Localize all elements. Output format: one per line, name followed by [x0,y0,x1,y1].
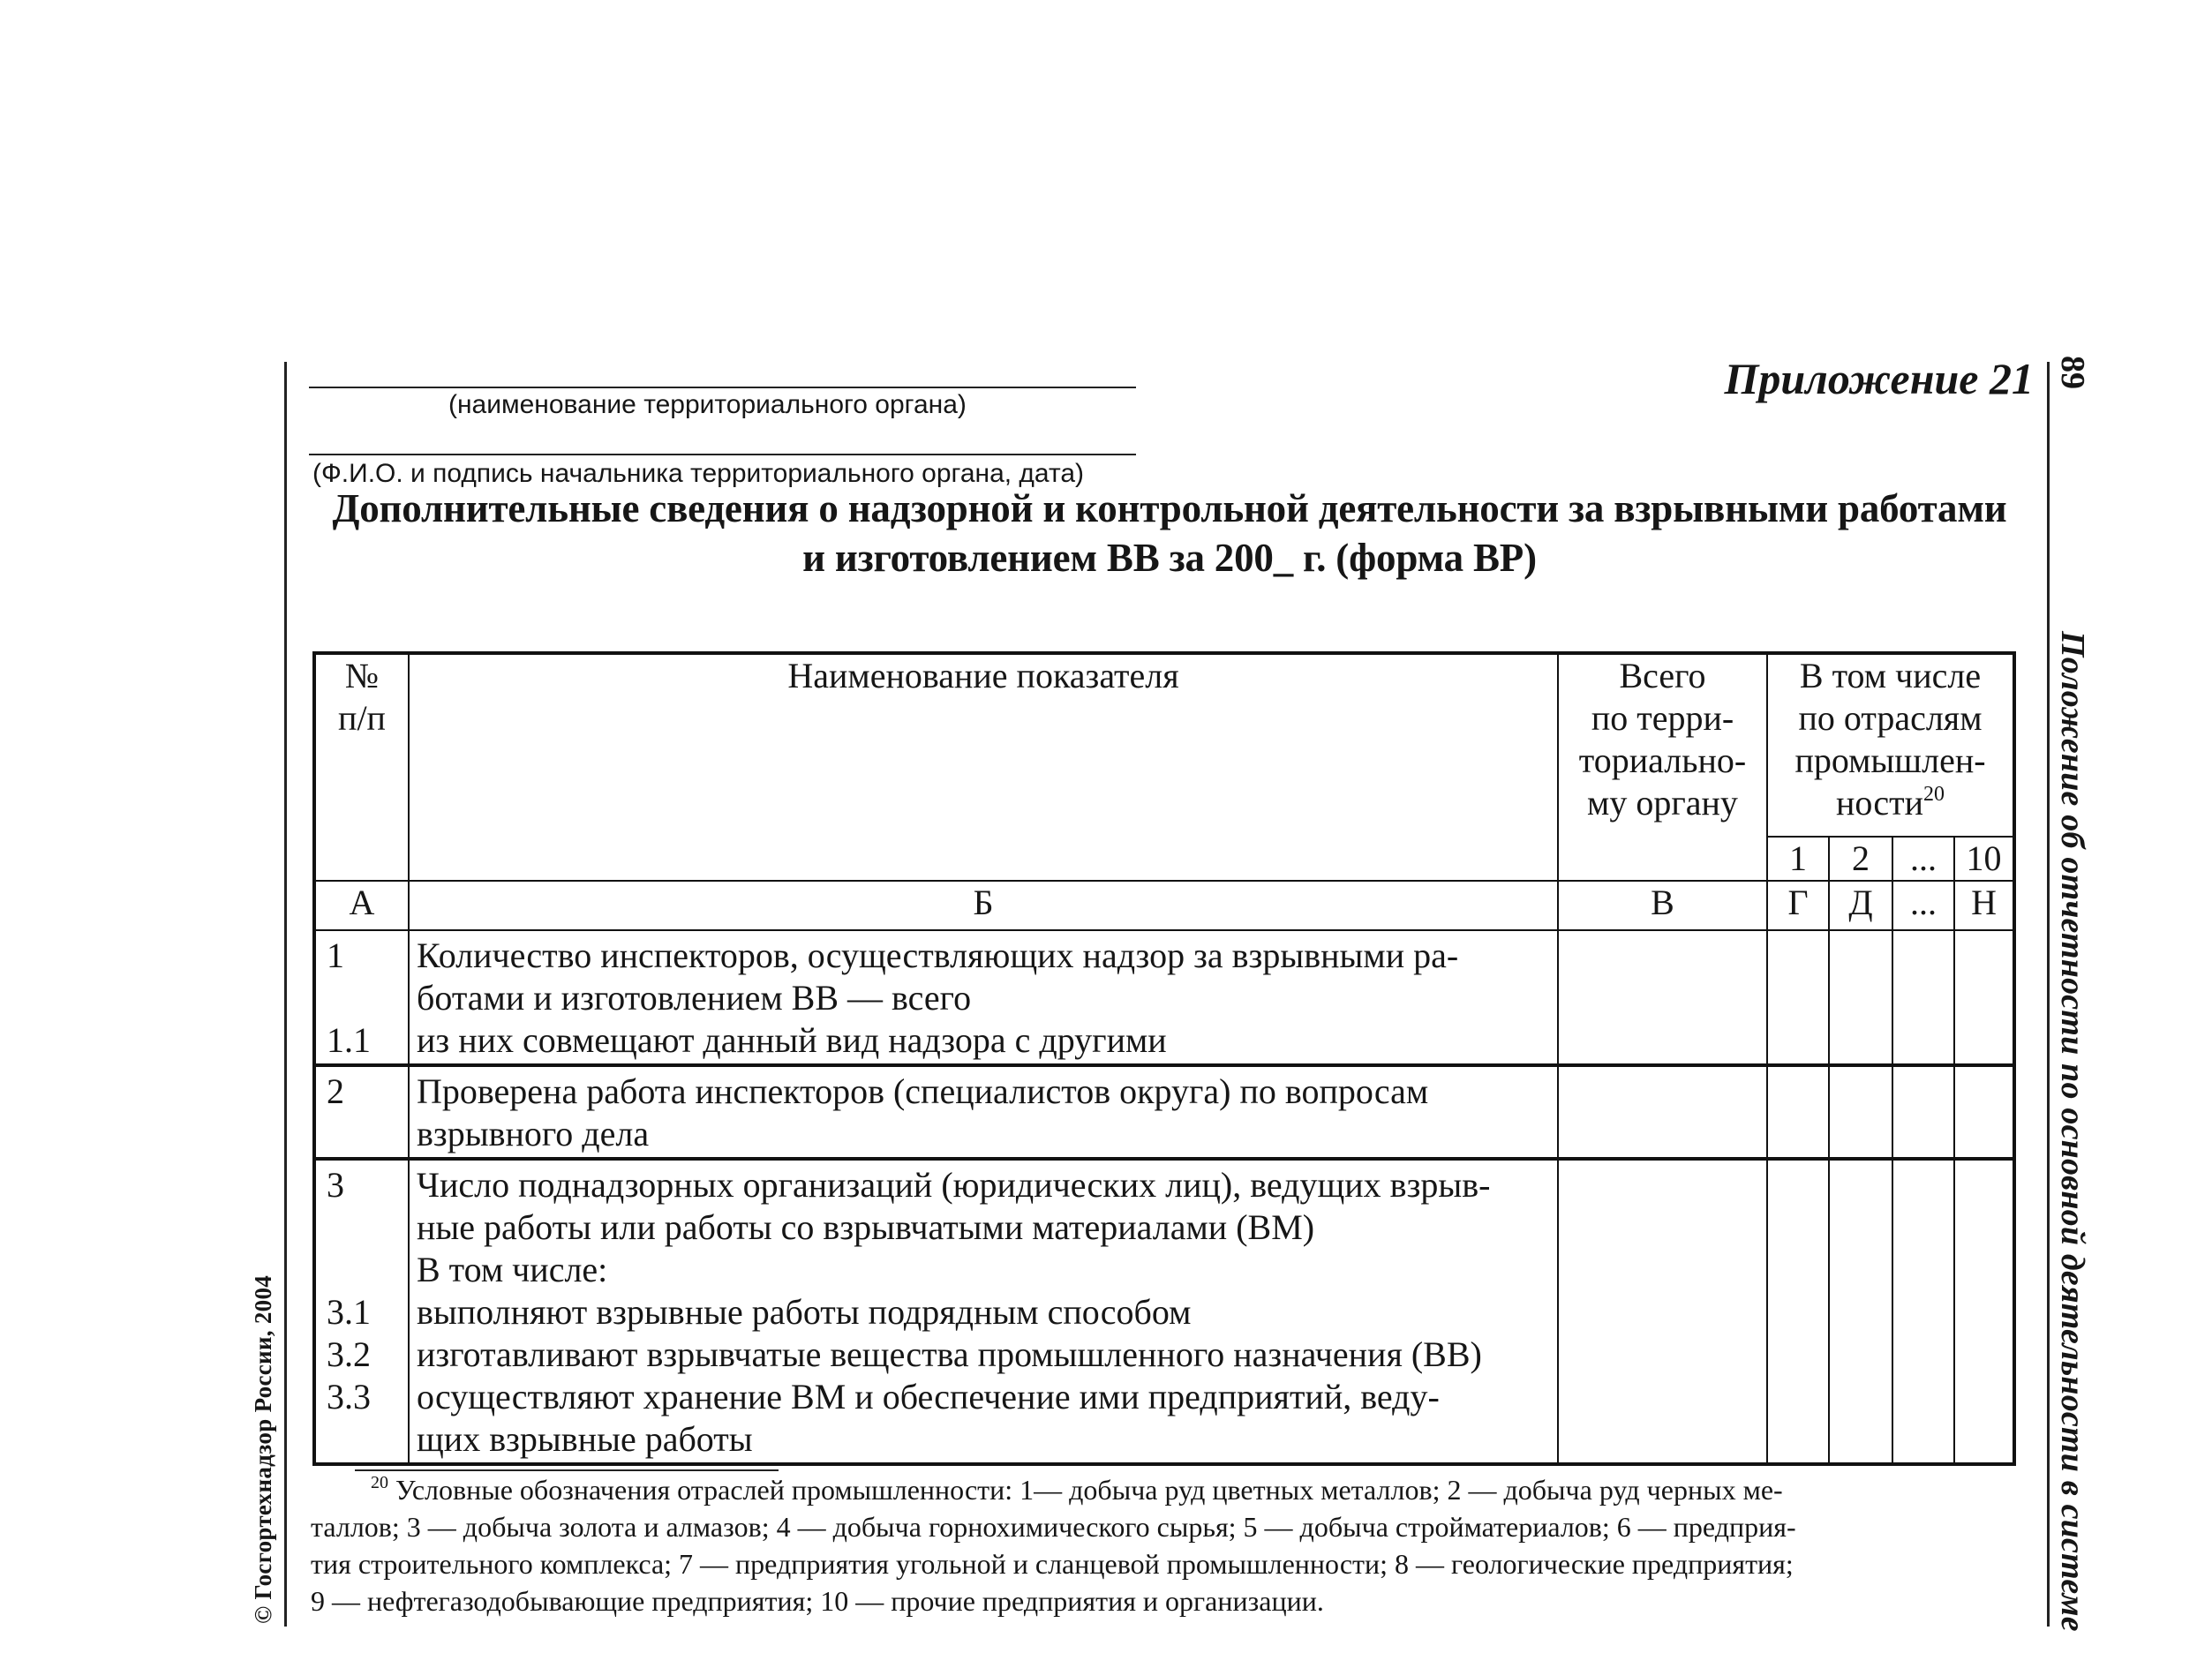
footnote: $^{20}$ Условные обозначения отраслей промышленности: 1— добыча руд цветных металлов; 2 — добыча руд черных ме- таллов; 3 — добыча золота и алмазов; 4 — добыча горнохимического сырья; 5 — добыча стройматериалов; 6 — предприя- тия строительного комплекса; 7 — предприятия угольной и сланцевой промышленности; 8 — геологические предприятия; 9 — нефтегазодобывающие предприятия; 10 — прочие предприятия и организации. [311,1473,1796,1617]
value-cell[interactable] [1767,1065,1829,1159]
value-cell-total[interactable] [1558,930,1767,1065]
value-cell[interactable] [1767,1159,1829,1464]
value-cell-total[interactable] [1558,1159,1767,1464]
col-header-total: Всего по терри- ториально- му органу [1558,653,1767,881]
table-row [314,1159,2014,1464]
footnote-marker: 20 [371,1473,388,1492]
right-margin-rule [2047,362,2050,1627]
col-header-indicator: Наименование показателя [409,653,1558,881]
table-row [314,1065,2014,1159]
value-cell[interactable] [1829,1065,1892,1159]
value-cell[interactable] [1829,1159,1892,1464]
left-margin-rule [284,362,287,1627]
organ-name-caption: (наименование территориального органа) [448,390,967,419]
value-cell[interactable] [1829,930,1892,1065]
value-cell[interactable] [1892,930,1954,1065]
signature-caption: (Ф.И.О. и подпись начальника территориального органа, дата) [312,459,1085,488]
value-cell[interactable] [1954,1065,2014,1159]
sub-col-2: 2 [1829,837,1892,881]
signature-line [309,454,1136,455]
row-number-cell: 2 [314,1065,409,1159]
running-title: Положение об отчетности по основной деятельности в системе [2054,631,2091,1632]
value-cell[interactable] [1892,1159,1954,1464]
value-cell[interactable] [1954,1159,2014,1464]
title-line-1: Дополнительные сведения о надзорной и контрольной деятельности за взрывными работами [332,486,2007,530]
value-cell[interactable] [1767,930,1829,1065]
value-cell[interactable] [1892,1065,1954,1159]
page-number: 89 [2054,356,2091,389]
organ-name-line [309,387,1136,388]
sub-col-1: 1 [1767,837,1829,881]
form-table [312,651,2016,1466]
letters-row: А Б В Г Д ... Н [314,881,2014,930]
col-header-number: № п/п [314,653,409,881]
document-title [305,484,2035,582]
col-header-by-industry: В том числе по отраслям промышлен- ности$^{20}$ [1767,653,2014,837]
row-number-cell: 3 3.1 3.2 3.3 [314,1159,409,1464]
row-indicator-cell: Число поднадзорных организаций (юридических лиц), ведущих взрыв- ные работы или работы со взрывчатыми материалами (ВМ) В том числе: выполняют взрывные работы подрядным способом изготавливают взрывчатые вещества промышленного назначения (ВВ) осуществляют хранение ВМ и обеспечение ими предприятий, веду- щих взрывные работы [409,1159,1558,1464]
appendix-label: Приложение 21 [1724,354,2034,403]
sub-col-ellipsis: ... [1892,837,1954,881]
title-line-2: и изготовлением ВВ за 200_ г. (форма ВР) [802,536,1537,580]
copyright-note: © Госгортехнадзор России, 2004 [250,1274,276,1624]
row-indicator-cell: Проверена работа инспекторов (специалистов округа) по вопросам взрывного дела [409,1065,1558,1159]
row-number-cell: 1 1.1 [314,930,409,1065]
sub-col-10: 10 [1954,837,2014,881]
value-cell[interactable] [1954,930,2014,1065]
footnote-ref: 20 [1923,783,1945,806]
row-indicator-cell: Количество инспекторов, осуществляющих надзор за взрывными ра- ботами и изготовлением ВВ — всего из них совмещают данный вид надзора с другими [409,930,1558,1065]
value-cell-total[interactable] [1558,1065,1767,1159]
table-row [314,930,2014,1065]
